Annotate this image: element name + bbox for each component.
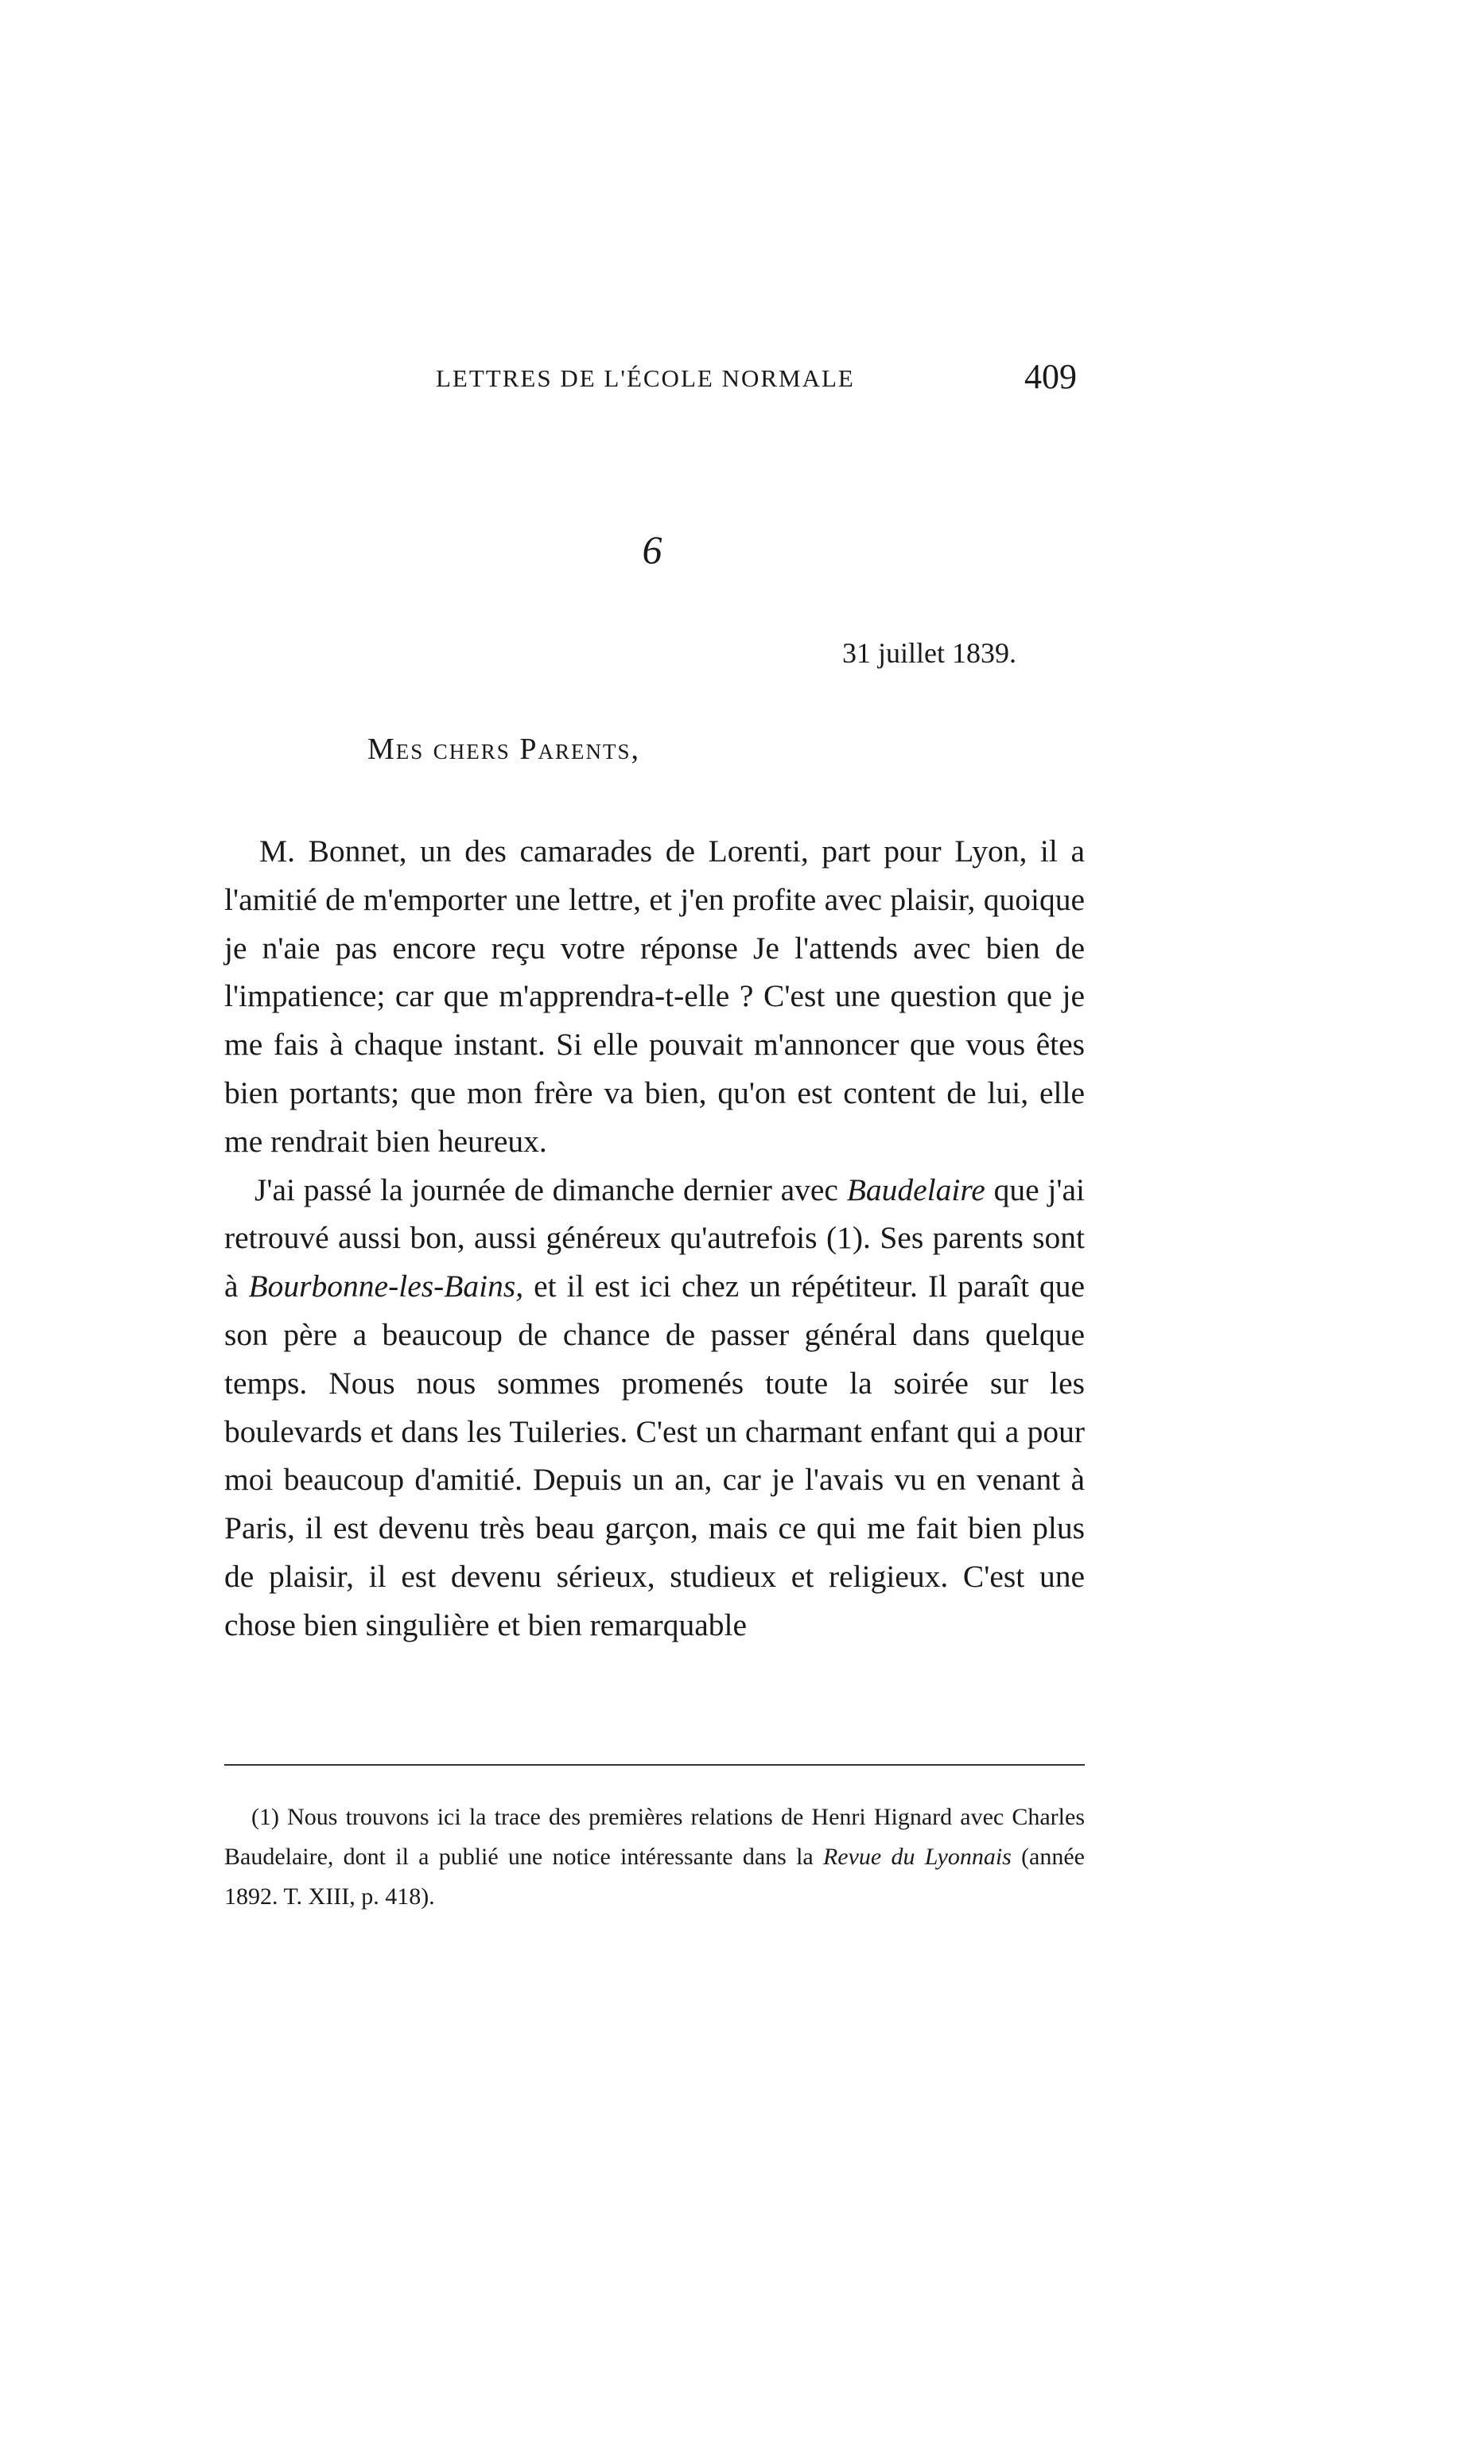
salutation: Mes chers Parents, xyxy=(367,733,640,766)
text-run: J'ai passé la journée de dimanche dernier avec xyxy=(254,1172,847,1207)
page-number: 409 xyxy=(1024,357,1077,396)
text-run: et il est ici chez un répétiteur. Il paraît que son père a beaucoup de chance de passer général dans quelque temps. Nous nous sommes promenés toute la soirée sur les boulevards et dans les Tuileries. C'est un charmant enfant qui a pour moi beaucoup d'amitié. Depuis un an, car je l'avais vu en venant à Paris, il est devenu très beau garçon, mais ce qui me fait bien plus de plaisir, il est devenu sérieux, studieux et religieux. C'est une chose bien singulière et bien remarquable xyxy=(224,1269,1085,1642)
letter-date: 31 juillet 1839. xyxy=(842,637,1016,669)
paragraph xyxy=(224,1166,1085,1650)
text-run: (année 1892. T. XIII, p. 418). xyxy=(224,1844,1086,1910)
footnotes xyxy=(224,1797,1085,1917)
italic-name-baudelaire: Baudelaire xyxy=(846,1172,985,1207)
footnote xyxy=(224,1797,1085,1917)
text-run: M. Bonnet, un des camarades de Lorenti, part pour Lyon, il a l'amitié de m'emporter une lettre, et j'en profite avec plaisir, quoique je n'aie pas encore reçu votre réponse Je l'attends avec bien de l'impatience; car que m'apprendra-t-elle ? C'est une question que je me fais à chaque instant. Si elle pouvait m'annoncer que vous êtes bien portants; que mon frère va bien, qu'on est content de lui, elle me rendrait bien heureux. xyxy=(224,834,1085,1159)
text-run: (1) Nous trouvons ici la trace des premières relations de Henri Hignard avec Charles Baudelaire, dont il a publié une notice intéressante dans la xyxy=(224,1804,1085,1870)
text-run: que j'ai retrouvé aussi bon, aussi généreux qu'autrefois (1). Ses parents sont à xyxy=(224,1172,1085,1304)
italic-place-name: Bourbonne-les-Bains, xyxy=(248,1269,524,1304)
letter-body xyxy=(224,827,1085,1650)
letter-number: 6 xyxy=(642,527,662,572)
italic-journal-title: Revue du Lyonnais xyxy=(822,1844,1012,1870)
running-title: LETTRES DE L'ÉCOLE NORMALE xyxy=(436,364,855,392)
paragraph xyxy=(224,827,1085,1166)
footnote-divider xyxy=(224,1764,1085,1766)
